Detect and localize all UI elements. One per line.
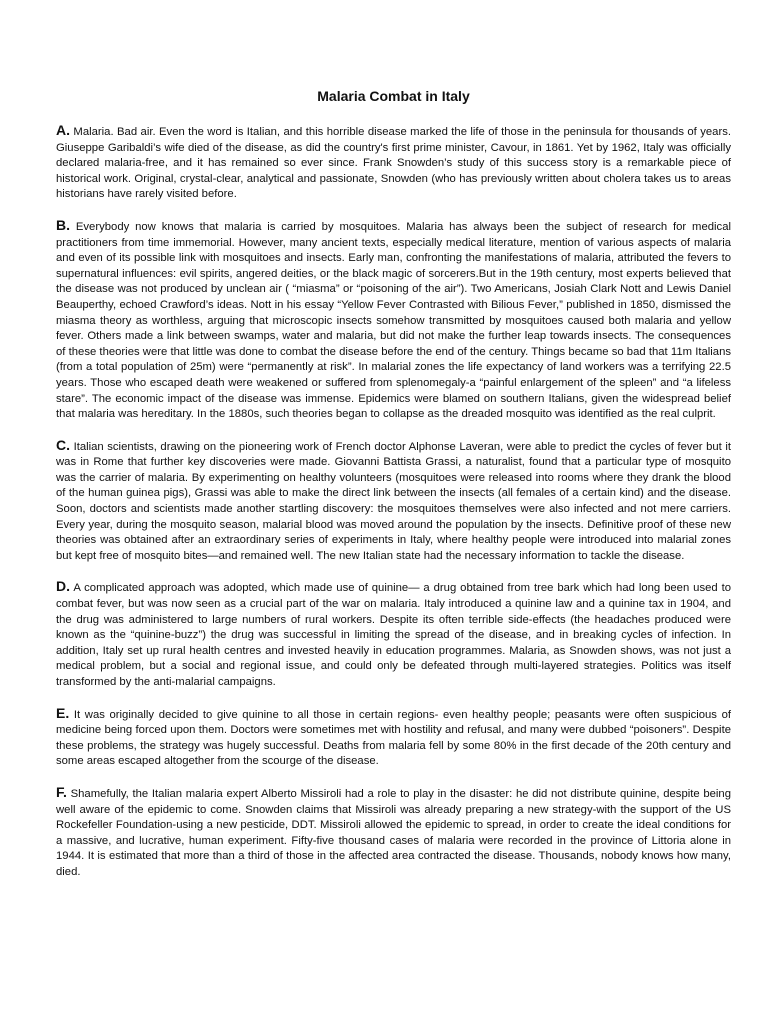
paragraph-text: Malaria. Bad air. Even the word is Italian, and this horrible disease marked the life of those in the peninsula for thousands of years. Giuseppe Garibaldi’s wife died of the disease, as did the country's first prime minister, Cavour, in 1861. Yet by 1962, Italy was officially declared malaria-free, and it has remained so ever since. Frank Snowden’s study of this success story is a remarkable piece of historical work. Original, crystal-clear, analytical and passionate, Snowden (who has previously written about cholera takes us to areas historians have rarely visited before.: [56, 126, 731, 201]
paragraph-letter: D.: [56, 578, 70, 595]
paragraph-letter: A.: [56, 122, 70, 138]
paragraph-b: [56, 218, 731, 423]
document-title: Malaria Combat in Italy: [317, 88, 470, 104]
paragraph-letter: E.: [56, 704, 70, 721]
paragraph-d: [56, 579, 731, 690]
paragraph-e: [56, 706, 731, 770]
paragraph-text: Shamefully, the Italian malaria expert Alberto Missiroli had a role to play in the disaster: he did not distribute quinine, despite being well aware of the epidemic to come. Snowden claims that Missiroli was already preparing a new strategy-with the support of the US Rockefeller Foundation-using a new pesticide, DDT. Missiroli allowed the epidemic to spread, in order to create the ideal conditions for a massive, and lucrative, human experiment. Fifty-five thousand cases of malaria were recorded in the province of Littoria alone in 1944. It is estimated that more than a third of those in the affected area contracted the disease. Thousands, nobody knows how many, died.: [56, 787, 731, 878]
paragraph-a: [56, 123, 731, 203]
paragraph-text: It was originally decided to give quinine to all those in certain regions- even healthy people; peasants were often suspicious of medicine being forced upon them. Doctors were sometimes met with hostility and refusal, and many were dubbed “poisoners”. Despite these problems, the strategy was hugely successful. Deaths from malaria fell by some 80% in the first decade of the 20th century and some areas escaped altogether from the scourge of the disease.: [56, 708, 732, 768]
paragraph-c: [56, 438, 731, 565]
paragraph-letter: C.: [56, 436, 70, 453]
paragraph-f: [56, 785, 731, 881]
paragraph-text: A complicated approach was adopted, which made use of quinine— a drug obtained from tree bark which had long been used to combat fever, but was now seen as a crucial part of the war on malaria. Italy introduced a quinine law and a quinine tax in 1904, and the drug was administered to large numbers of rural workers. Despite its often terrible side-effects (the headaches produced were known as the “quinine-buzz”) the drug was successful in limiting the spread of the disease, and in breaking cycles of infection. In addition, Italy set up rural health centres and invested heavily in education programmes. Malaria, as Snowden shows, was not just a medical problem, but a social and regional issue, and could only be defeated through multi-layered strategies. Politics was itself transformed by the anti-malarial campaigns.: [56, 582, 732, 688]
paragraph-letter: F.: [56, 783, 67, 800]
paragraph-letter: B.: [56, 216, 70, 233]
paragraph-text: Italian scientists, drawing on the pioneering work of French doctor Alphonse Laveran, were able to predict the cycles of fever but it was in Rome that further key discoveries were made. Giovanni Battista Grassi, a naturalist, found that a particular type of mosquito was the carrier of malaria. By experimenting on healthy volunteers (mosquitoes were released into rooms where they drank the blood of the human guinea pigs), Grassi was able to make the direct link between the insects (all females of a certain kind) and the disease. Soon, doctors and scientists made another startling discovery: the mosquitoes themselves were also infected and not mere carriers. Every year, during the mosquito season, malarial blood was moved around the population by the insects. Definitive proof of these new theories was obtained after an extraordinary series of experiments in Italy, where healthy people were introduced into malarial zones but kept free of mosquito bites—and remained well. The new Italian state had the necessary information to tackle the disease.: [56, 440, 732, 562]
document-page: [56, 88, 731, 896]
paragraph-text: Everybody now knows that malaria is carried by mosquitoes. Malaria has always been the subject of research for medical practitioners from time immemorial. However, many ancient texts, especially medical literature, mention of various aspects of malaria and even of its possible link with mosquitoes and insects. Early man, confronting the manifestations of malaria, attributed the fevers to supernatural influences: evil spirits, angered deities, or the black magic of sorcerers.But in the 19th century, most experts believed that the disease was not produced by unclean air ( “miasma” or “poisoning of the air”). Two Americans, Josiah Clark Nott and Lewis Daniel Beauperthy, echoed Crawford’s ideas. Nott in his essay “Yellow Fever Contrasted with Bilious Fever,” published in 1850, dismissed the miasma theory as worthless, arguing that microscopic insects somehow transmitted by mosquitoes caused both malaria and yellow fever. Others made a link between swamps, water and malaria, but did not make the further leap towards insects. The consequences of these theories were that little was done to combat the disease before the end of the century. Things became so bad that 11m Italians (from a total population of 25m) were “permanently at risk”. In malarial zones the life expectancy of land workers was a terrifying 22.5 years. Those who escaped death were weakened or suffered from splenomegaly-a “painful enlargement of the spleen” and “a lifeless stare”. The economic impact of the disease was immense. Epidemics were blamed on southern Italians, given the widespread belief that malaria was hereditary. In the 1880s, such theories began to collapse as the dreaded mosquito was identified as the real culprit.: [56, 220, 731, 421]
